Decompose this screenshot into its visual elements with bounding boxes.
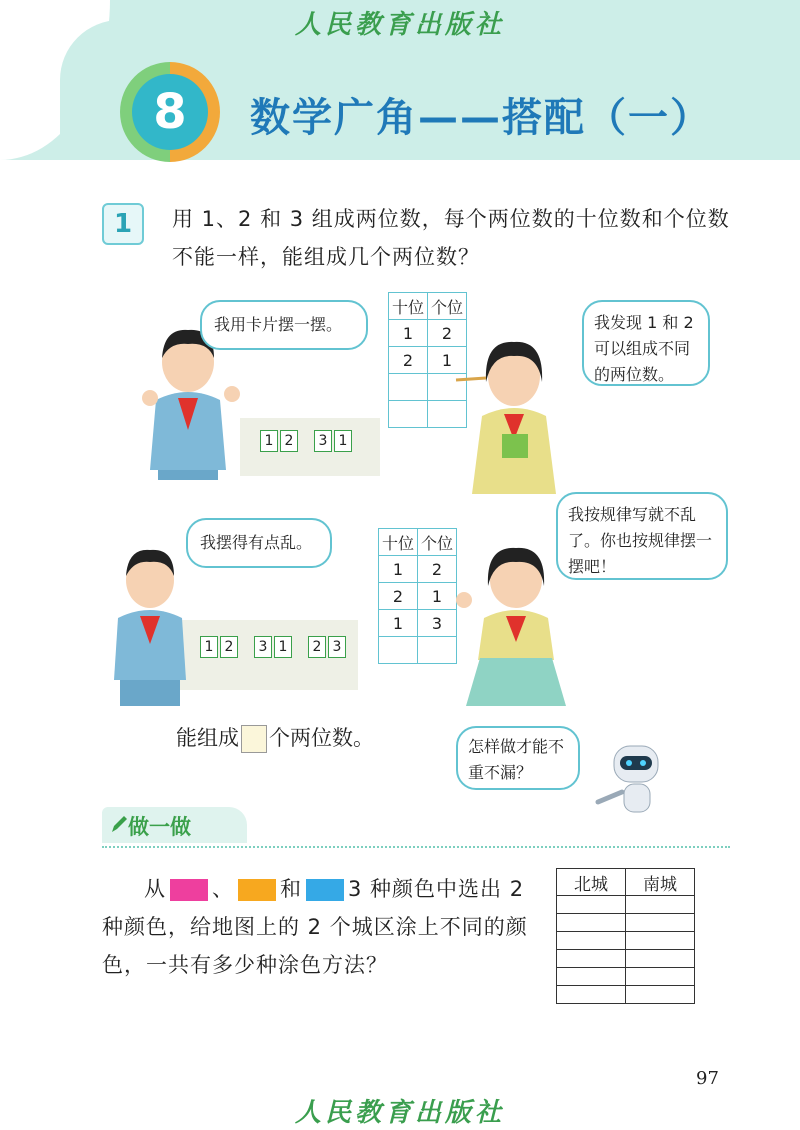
exercise-label: 做一做	[128, 815, 191, 839]
table-row	[379, 637, 457, 664]
exercise-text-from: 从	[144, 877, 166, 901]
cell-south[interactable]	[626, 896, 695, 914]
header-tens: 十位	[379, 529, 418, 556]
table-row	[557, 968, 695, 986]
cell-ones	[418, 637, 457, 664]
publisher-header: 人民教育出版社	[294, 10, 505, 40]
robot-illustration	[592, 740, 672, 824]
table-header-row	[379, 529, 457, 556]
cell-ones: 2	[428, 320, 467, 347]
cell-ones: 1	[418, 583, 457, 610]
number-card: 1	[334, 430, 352, 452]
table-row	[557, 914, 695, 932]
card-row	[200, 636, 362, 658]
number-card: 1	[274, 636, 292, 658]
cell-tens: 1	[379, 610, 418, 637]
cell-tens: 1	[379, 556, 418, 583]
cell-ones: 1	[428, 347, 467, 374]
table-row	[557, 986, 695, 1004]
robot-speech-bubble	[456, 726, 580, 790]
card-pair	[260, 430, 300, 452]
dotted-divider	[102, 846, 730, 848]
color-swatch-blue	[306, 879, 344, 901]
cell-south[interactable]	[626, 914, 695, 932]
cell-tens: 2	[379, 583, 418, 610]
table-header-row	[557, 869, 695, 896]
exercise-text-rest: 3 种颜色中选出 2 种颜色，给地图上的 2 个城区涂上不同的颜色，一共有多少种涂色方法？	[102, 877, 528, 977]
cell-ones: 2	[418, 556, 457, 583]
boy-speech-bubble-2	[186, 518, 332, 568]
header-ones: 个位	[428, 293, 467, 320]
header-north-city: 北城	[557, 869, 626, 896]
girl-speech-text-2: 我按规律写就不乱了。你也按规律摆一摆吧！	[568, 505, 713, 576]
problem-number-badge: 1	[102, 203, 144, 245]
cell-north[interactable]	[557, 932, 626, 950]
cell-north[interactable]	[557, 950, 626, 968]
robot-speech-text: 怎样做才能不重不漏？	[468, 737, 565, 782]
header-south-city: 南城	[626, 869, 695, 896]
number-card: 3	[328, 636, 346, 658]
boy-speech-text-2: 我摆得有点乱。	[200, 533, 313, 552]
header-tens: 十位	[389, 293, 428, 320]
girl-speech-bubble-1	[582, 300, 710, 386]
card-pair	[200, 636, 240, 658]
answer-prefix: 能组成	[176, 726, 239, 750]
table-row	[379, 583, 457, 610]
cell-tens: 1	[389, 320, 428, 347]
table-row	[379, 610, 457, 637]
cell-tens	[389, 401, 428, 428]
exercise-sep2: 和	[280, 877, 302, 901]
number-card: 1	[200, 636, 218, 658]
page-number: 97	[696, 1068, 719, 1089]
card-pair	[308, 636, 348, 658]
exercise-text	[102, 870, 532, 984]
table-row	[557, 896, 695, 914]
cell-south[interactable]	[626, 968, 695, 986]
answer-suffix: 个两位数。	[269, 726, 374, 750]
cell-south[interactable]	[626, 986, 695, 1004]
cell-north[interactable]	[557, 896, 626, 914]
number-card: 3	[314, 430, 332, 452]
card-row	[260, 430, 368, 452]
cell-ones: 3	[418, 610, 457, 637]
boy-illustration	[104, 540, 204, 706]
answer-line	[176, 722, 374, 753]
city-color-table	[556, 868, 695, 1004]
publisher-footer: 人民教育出版社	[294, 1098, 505, 1128]
pencil-icon	[110, 814, 128, 834]
boy-speech-bubble-1	[200, 300, 368, 350]
cell-tens	[379, 637, 418, 664]
card-pair	[314, 430, 354, 452]
cell-south[interactable]	[626, 950, 695, 968]
table-header-row	[389, 293, 467, 320]
number-card: 1	[260, 430, 278, 452]
number-card: 3	[254, 636, 272, 658]
chapter-number: 8	[132, 74, 208, 150]
girl-speech-text-1: 我发现 1 和 2 可以组成不同的两位数。	[594, 313, 694, 384]
table-row	[557, 950, 695, 968]
cell-north[interactable]	[557, 968, 626, 986]
number-card: 2	[220, 636, 238, 658]
chapter-title: 数学广角——搭配（一）	[250, 95, 712, 141]
problem-text: 用 1、2 和 3 组成两位数，每个两位数的十位数和个位数不能一样，能组成几个两位数？	[172, 207, 730, 269]
cell-north[interactable]	[557, 914, 626, 932]
color-swatch-orange	[238, 879, 276, 901]
boy-speech-text-1: 我用卡片摆一摆。	[214, 315, 343, 334]
cell-south[interactable]	[626, 932, 695, 950]
exercise-sep1: 、	[212, 877, 234, 901]
girl-speech-bubble-2	[556, 492, 728, 580]
color-swatch-pink	[170, 879, 208, 901]
card-pair	[254, 636, 294, 658]
place-value-table-2	[378, 528, 457, 664]
table-row	[557, 932, 695, 950]
table-row	[379, 556, 457, 583]
cell-north[interactable]	[557, 986, 626, 1004]
cell-tens	[389, 374, 428, 401]
girl-illustration	[452, 334, 572, 494]
number-card: 2	[308, 636, 326, 658]
header-ones: 个位	[418, 529, 457, 556]
answer-blank[interactable]	[241, 725, 267, 753]
number-card: 2	[280, 430, 298, 452]
cell-tens: 2	[389, 347, 428, 374]
